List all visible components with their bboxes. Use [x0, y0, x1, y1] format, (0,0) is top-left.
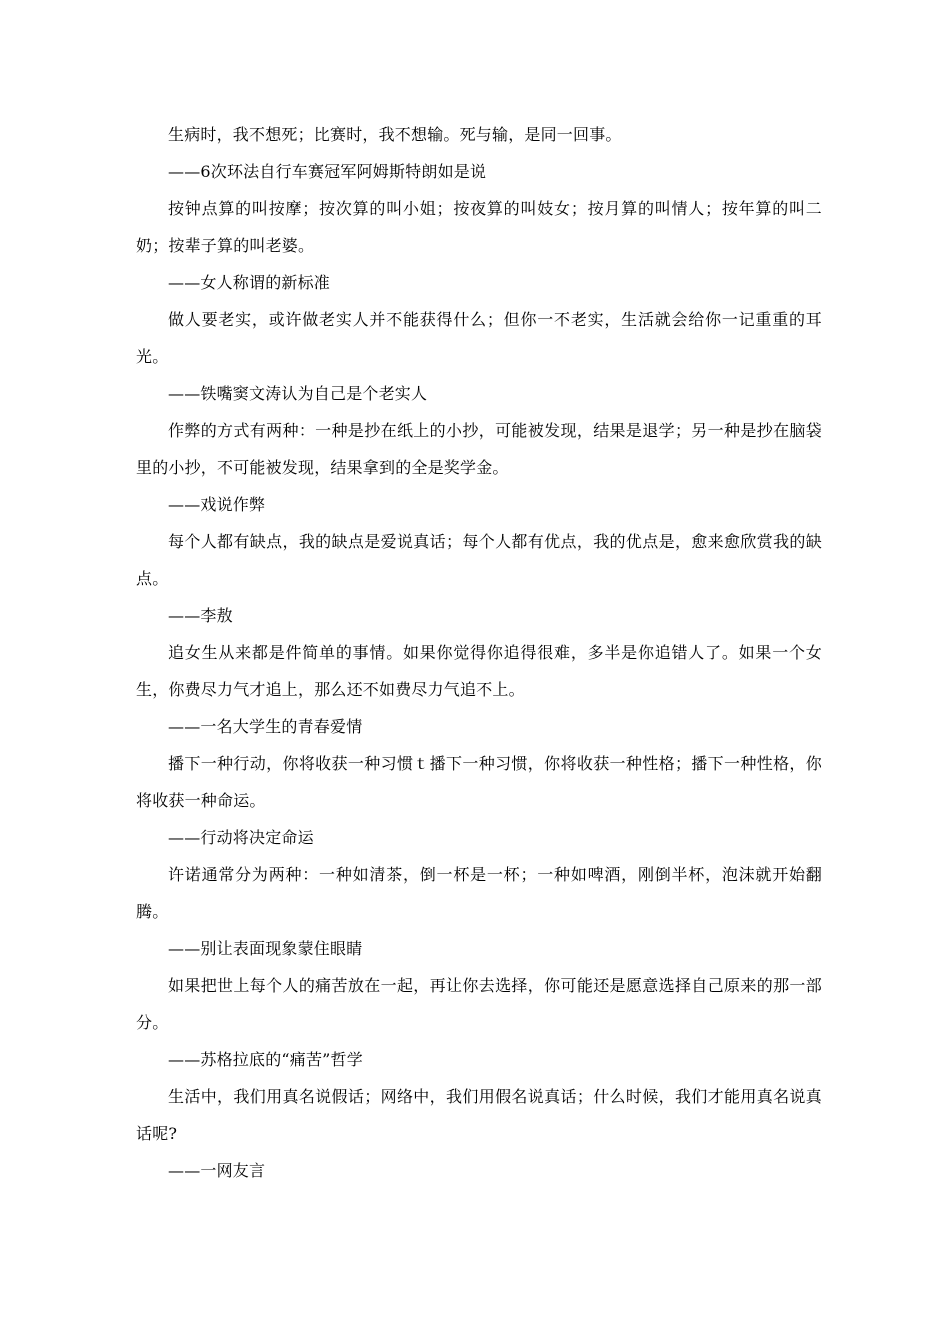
quote-item: [136, 523, 822, 634]
quote-item: [136, 745, 822, 856]
quote-text: 许诺通常分为两种：一种如清茶，倒一杯是一杯；一种如啤酒，刚倒半杯，泡沫就开始翻腾。: [136, 865, 822, 921]
quote-text: 按钟点算的叫按摩；按次算的叫小姐；按夜算的叫妓女；按月算的叫情人；按年算的叫二奶；按辈子算的叫老婆。: [136, 199, 822, 255]
quote-text: 每个人都有缺点，我的缺点是爱说真话；每个人都有优点，我的优点是，愈来愈欣赏我的缺点。: [136, 532, 822, 588]
quote-source: ——别让表面现象蒙住眼睛: [168, 939, 363, 958]
quote-text: 如果把世上每个人的痛苦放在一起，再让你去选择，你可能还是愿意选择自己原来的那一部分。: [136, 976, 822, 1032]
quote-source: ——6次环法自行车赛冠军阿姆斯特朗如是说: [168, 162, 487, 181]
quote-text: 生病时，我不想死；比赛时，我不想输。死与输，是同一回事。: [168, 125, 622, 144]
quote-item: [136, 634, 822, 745]
quote-text: 作弊的方式有两种：一种是抄在纸上的小抄，可能被发现，结果是退学；另一种是抄在脑袋里的小抄，不可能被发现，结果拿到的全是奖学金。: [136, 421, 822, 477]
quote-item: [136, 1078, 822, 1189]
quote-source: ——女人称谓的新标准: [168, 273, 331, 292]
quote-source: ——一网友言: [168, 1161, 266, 1180]
quote-text: 播下一种行动，你将收获一种习惯ｔ播下一种习惯，你将收获一种性格；播下一种性格，你将收获一种命运。: [136, 754, 822, 810]
quote-text: 生活中，我们用真名说假话；网络中，我们用假名说真话；什么时候，我们才能用真名说真话呢?: [136, 1087, 822, 1143]
quote-list: [136, 116, 822, 1189]
quote-item: [136, 301, 822, 412]
quote-source: ——一名大学生的青春爱情: [168, 717, 363, 736]
quote-text: 做人要老实，或许做老实人并不能获得什么；但你一不老实，生活就会给你一记重重的耳光。: [136, 310, 822, 366]
quote-source: ——戏说作弊: [168, 495, 266, 514]
quote-item: [136, 412, 822, 523]
quote-source: ——李敖: [168, 606, 233, 625]
quote-source: ——苏格拉底的“痛苦”哲学: [168, 1050, 363, 1069]
quote-text: 追女生从来都是件简单的事情。如果你觉得你追得很难，多半是你追错人了。如果一个女生，你费尽力气才追上，那么还不如费尽力气追不上。: [136, 643, 822, 699]
quote-source: ——行动将决定命运: [168, 828, 314, 847]
quote-source: ——铁嘴窦文涛认为自己是个老实人: [168, 384, 428, 403]
quote-item: [136, 856, 822, 967]
quote-item: [136, 116, 822, 190]
quote-item: [136, 967, 822, 1078]
quote-item: [136, 190, 822, 301]
